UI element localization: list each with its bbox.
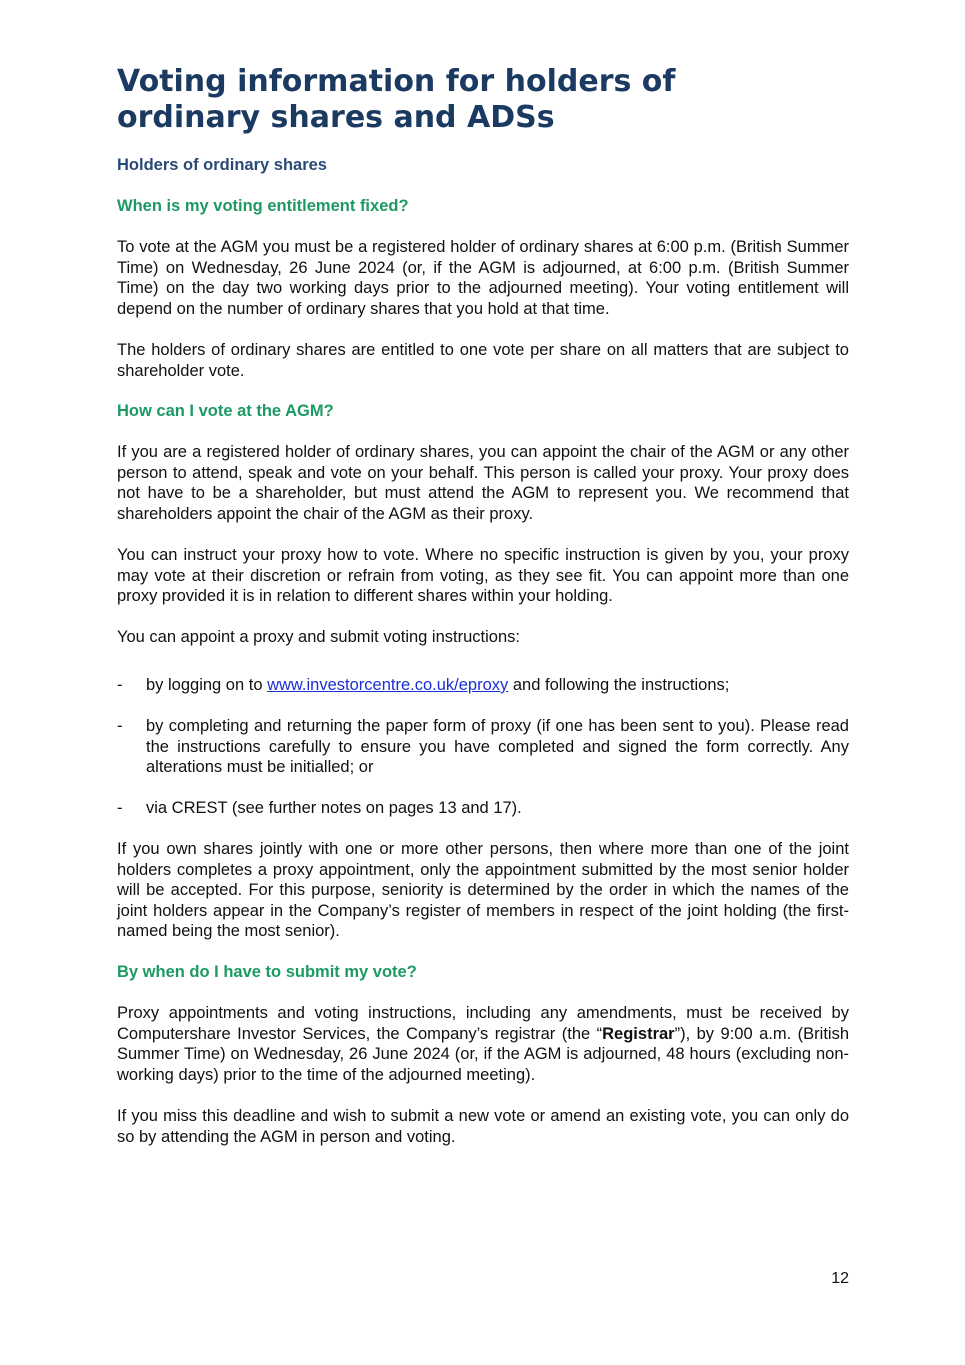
list-item-text: via CREST (see further notes on pages 13 and 17). [146, 799, 522, 817]
paragraph-proxy-intro: You can appoint a proxy and submit voting instructions: [117, 628, 520, 646]
deadline-text-after: ”), by 9:00 a.m. (British Summer Time) on Wednesday, 26 June 2024 (or, if the AGM is adjourned, 48 hours (excluding non-working days) prior to the time of the adjourned meeting). [117, 1024, 849, 1084]
section-heading: Holders of ordinary shares [117, 156, 327, 174]
paragraph-entitlement-1: To vote at the AGM you must be a registered holder of ordinary shares at 6:00 p.m. (British Summer Time) on Wednesday, 26 June 2024 (or, if the AGM is adjourned, at 6:00 p.m. (British Summer Time) on the day two working days prior to the adjourned meeting). Your voting entitlement will depend on the number of ordinary shares that you hold at that time. [117, 238, 849, 318]
question-heading-entitlement: When is my voting entitlement fixed? [117, 197, 409, 215]
question-heading-how-to-vote: How can I vote at the AGM? [117, 402, 334, 420]
question-heading-deadline: By when do I have to submit my vote? [117, 963, 417, 981]
page-number: 12 [831, 1270, 849, 1287]
list-dash: - [117, 676, 123, 694]
paragraph-joint-holders: If you own shares jointly with one or more other persons, then where more than one of the joint holders completes a proxy appointment, only the appointment submitted by the most senior holder will be accepted. For this purpose, seniority is determined by the order in which the names of the joint holders appear in the Company’s register of members in respect of the joint holding (the first-named being the most senior). [117, 840, 849, 941]
paragraph-proxy-1: If you are a registered holder of ordinary shares, you can appoint the chair of the AGM or any other person to attend, speak and vote on your behalf. This person is called your proxy. Your proxy does not have to be a shareholder, but must attend the AGM to represent you. We recommend that shareholders appoint the chair of the AGM as their proxy. [117, 443, 849, 523]
eproxy-link[interactable]: www.investorcentre.co.uk/eproxy [267, 676, 509, 694]
deadline-text-before: Proxy appointments and voting instructions, including any amendments, must be received by Computershare Investor Services, the Company’s registrar (the “ [117, 1004, 849, 1043]
page-title: Voting information for holders of ordinary shares and ADSs [117, 64, 676, 135]
list-item-text [146, 675, 849, 696]
list-text-after-link: and following the instructions; [508, 676, 730, 694]
list-text-before-link: by logging on to [146, 676, 268, 694]
paragraph-proxy-2: You can instruct your proxy how to vote. Where no specific instruction is given by you, your proxy may vote at their discretion or refrain from voting, as they see fit. You can appoint more than one proxy provided it is in relation to different shares within your holding. [117, 546, 849, 606]
paragraph-deadline-2: If you miss this deadline and wish to submit a new vote or amend an existing vote, you can only do so by attending the AGM in person and voting. [117, 1107, 849, 1146]
paragraph-entitlement-2: The holders of ordinary shares are entitled to one vote per share on all matters that are subject to shareholder vote. [117, 341, 849, 380]
list-dash: - [117, 799, 123, 817]
list-dash: - [117, 717, 123, 735]
registrar-term: Registrar [602, 1024, 675, 1043]
list-item-text: by completing and returning the paper form of proxy (if one has been sent to you). Please read the instructions carefully to ensure you have completed and signed the form correctly. Any alterations must be initialled; or [146, 717, 849, 777]
document-page [117, 0, 849, 1365]
paragraph-deadline-1 [117, 1003, 849, 1085]
